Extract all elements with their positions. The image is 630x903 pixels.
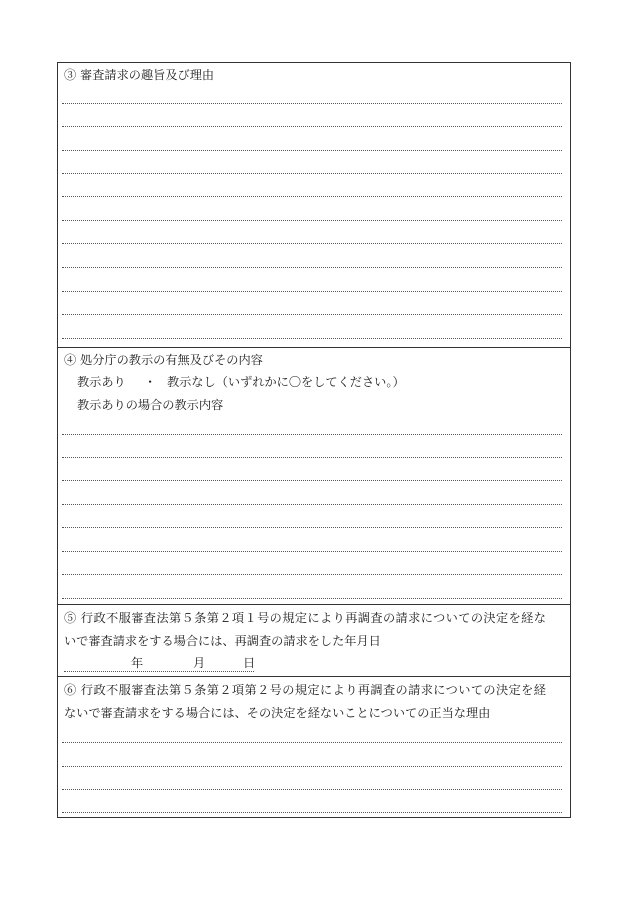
writing-line[interactable] [62,338,562,339]
writing-line[interactable] [62,220,562,221]
writing-line[interactable] [62,196,562,197]
writing-line[interactable] [62,766,562,767]
section-6-justifiable-reason [58,676,570,817]
writing-line[interactable] [62,173,562,174]
writing-line[interactable] [62,126,562,127]
section-5-reinvestigation-date [58,604,570,676]
writing-line[interactable] [62,314,562,315]
writing-line[interactable] [62,527,562,528]
writing-line[interactable] [62,103,562,104]
writing-line[interactable] [62,551,562,552]
writing-line[interactable] [62,480,562,481]
writing-line[interactable] [62,267,562,268]
section-5-line-2: いで審査請求をする場合には、再調査の請求をした年月日 [64,634,381,648]
date-input-line[interactable] [64,671,254,672]
section-3-purpose-and-reasons [58,63,570,347]
instruction-detail-label: 教示ありの場合の教示内容 [77,398,224,412]
section-5-line-1: ⑤ 行政不服審査法第５条第２項１号の規定により再調査の請求についての決定を経な [64,611,547,625]
writing-line[interactable] [62,598,562,599]
writing-line[interactable] [62,812,562,813]
writing-line[interactable] [62,291,562,292]
writing-line[interactable] [62,150,562,151]
section-3-heading: ③ 審査請求の趣旨及び理由 [64,68,215,82]
writing-line[interactable] [62,574,562,575]
option-instruction-given[interactable]: 教示あり [77,375,126,389]
writing-line[interactable] [62,742,562,743]
year-label: 年 [131,656,144,670]
writing-line[interactable] [62,504,562,505]
section-6-line-2: ないで審査請求をする場合には、その決定を経ないことについての正当な理由 [64,706,491,720]
section-4-instruction [58,347,570,604]
option-separator: ・ [144,375,157,389]
writing-line[interactable] [62,434,562,435]
writing-line[interactable] [62,457,562,458]
writing-line[interactable] [62,789,562,790]
month-label: 月 [193,656,206,670]
option-no-instruction[interactable]: 教示なし（いずれかに〇をしてください。） [167,375,405,389]
writing-line[interactable] [62,243,562,244]
appeal-form [57,62,571,818]
section-6-line-1: ⑥ 行政不服審査法第５条第２項第２号の規定により再調査の請求についての決定を経 [64,683,547,697]
section-4-heading: ④ 処分庁の教示の有無及びその内容 [64,353,263,367]
day-label: 日 [243,656,256,670]
